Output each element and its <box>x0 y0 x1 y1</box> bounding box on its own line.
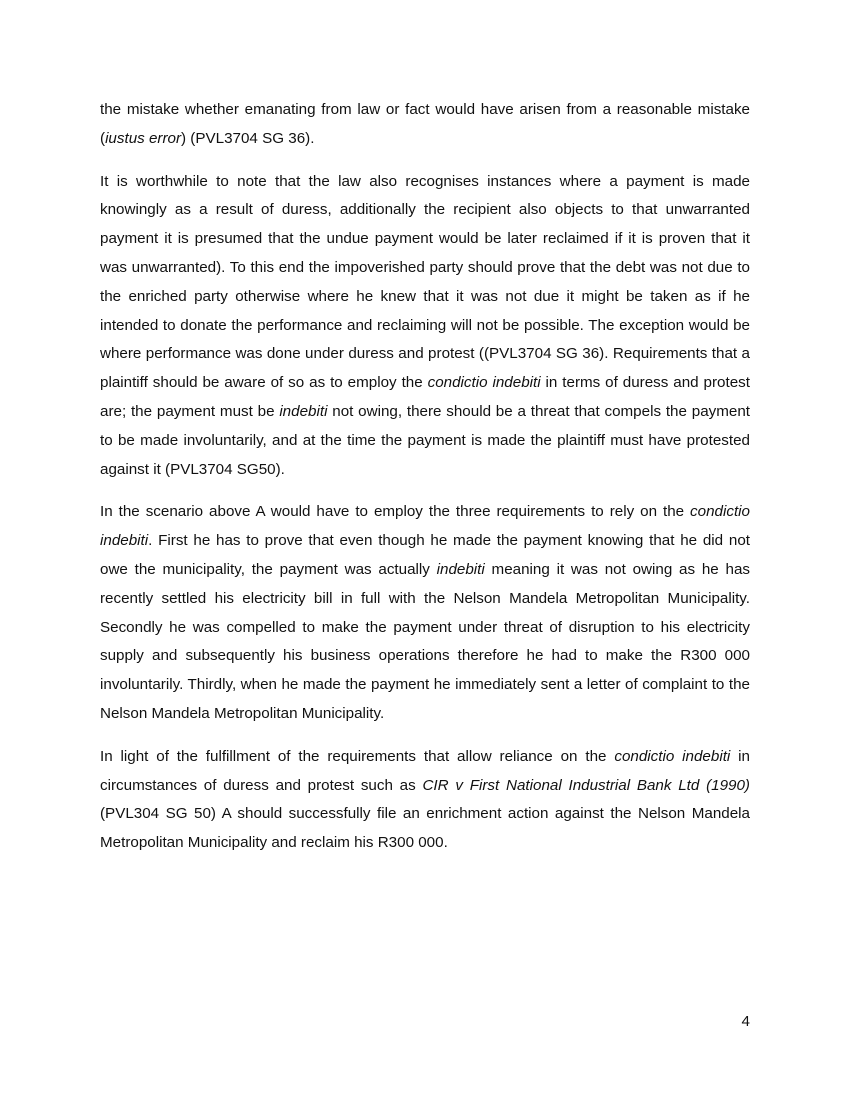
italic-term: indebiti <box>436 560 485 578</box>
text-segment: meaning it was not owing as he has recently settled his electricity bill in full with the Nelson Mandela Metropolitan Municipality. Secondly he was compelled to make the payment under threat of disruption to his electricity supply and subsequently his business operations therefore he had to make the R300 000 involuntarily. Thirdly, when he made the payment he immediately sent a letter of complaint to the Nelson Mandela Metropolitan Municipality. <box>100 560 750 722</box>
text-segment: In light of the fulfillment of the requirements that allow reliance on the <box>100 747 615 765</box>
italic-term: condictio indebiti <box>614 747 731 765</box>
paragraph-3 <box>100 498 750 728</box>
italic-term: condictio indebiti <box>427 374 541 392</box>
italic-term: iustus error <box>105 129 182 147</box>
case-citation: CIR v First National Industrial Bank Ltd (1990) <box>422 776 750 794</box>
text-segment: ) (PVL3704 SG 36). <box>181 129 315 147</box>
text-segment: . First he has to prove that even though he made the payment knowing that he did not owe the municipality, the payment was actually <box>100 532 750 578</box>
text-segment: in circumstances of duress and protest such as <box>100 747 750 794</box>
paragraph-2 <box>100 168 750 485</box>
paragraph-4 <box>100 743 750 858</box>
text-segment: in terms of duress and protest are; the payment must be <box>100 374 750 420</box>
italic-term: indebiti <box>279 402 328 420</box>
italic-term: condictio indebiti <box>100 503 750 550</box>
text-segment: It is worthwhile to note that the law also recognises instances where a payment is made knowingly as a result of duress, additionally the recipient also objects to that unwarranted payment it is presumed that the undue payment would be later reclaimed if it is proven that it was unwarranted). To this end the impoverished party should prove that the debt was not due to the enriched party otherwise where he knew that it was not due it might be taken as if he intended to donate the performance and reclaiming will not be possible. The exception would be where performance was done under duress and protest ((PVL3704 SG 36). Requirements that a plaintiff should be aware of so as to employ the <box>100 172 750 392</box>
text-segment: In the scenario above A would have to employ the three requirements to rely on the <box>100 503 691 521</box>
paragraph-1 <box>100 96 750 154</box>
document-body <box>100 96 750 872</box>
text-segment: (PVL304 SG 50) A should successfully file an enrichment action against the Nelson Mandela Metropolitan Municipality and reclaim his R300 000. <box>100 805 750 852</box>
page-number: 4 <box>741 1013 750 1030</box>
text-segment: the mistake whether emanating from law or fact would have arisen from a reasonable mistake ( <box>100 101 750 147</box>
text-segment: not owing, there should be a threat that compels the payment to be made involuntarily, and at the time the payment is made the plaintiff must have protested against it (PVL3704 SG50). <box>100 402 750 478</box>
